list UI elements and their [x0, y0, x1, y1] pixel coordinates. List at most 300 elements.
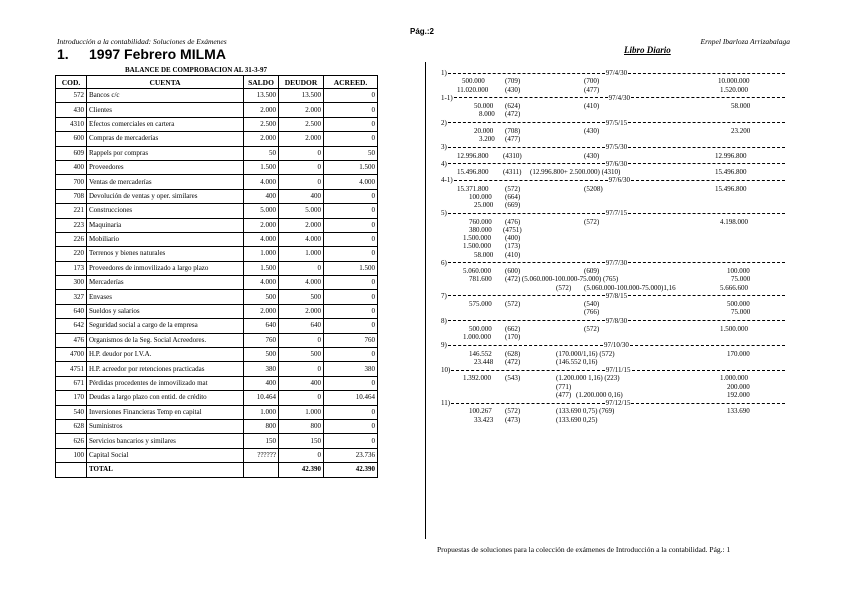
exercise-number: 1. — [57, 46, 69, 62]
entry-number: 9) — [441, 341, 447, 350]
cell-deudor: 0 — [279, 261, 324, 275]
entry-separator — [441, 399, 786, 407]
table-row — [56, 218, 378, 232]
entry-date: 97/7/30 — [605, 258, 628, 267]
cell-deudor: 2.500 — [279, 117, 324, 131]
cell-saldo: ?????? — [244, 448, 279, 462]
cell-saldo: 640 — [244, 319, 279, 333]
journal-cell: 1.392.000 — [463, 374, 491, 383]
dash-rule — [448, 262, 605, 263]
table-row — [56, 290, 378, 304]
journal-cell: (410) — [584, 102, 600, 110]
cell-deudor: 2.000 — [279, 103, 324, 117]
cell-deudor: 2.000 — [279, 218, 324, 232]
cell-acreed: 380 — [324, 362, 378, 376]
table-row — [56, 189, 378, 203]
cell-saldo: 10.464 — [244, 391, 279, 405]
cell-cod: 4751 — [56, 362, 87, 376]
cell-saldo: 13.500 — [244, 89, 279, 103]
journal-cell: (477) — [584, 85, 600, 94]
cell-acreed: 0 — [324, 276, 378, 290]
journal-line — [441, 308, 786, 316]
journal-cell: (771) — [556, 382, 572, 391]
col-header-cuenta: CUENTA — [87, 76, 244, 89]
dash-rule — [448, 345, 603, 346]
cell-cuenta: H.P. acreedor por retenciones practicadas — [87, 362, 244, 376]
entry-date: 97/5/15 — [605, 118, 628, 127]
journal-cell: (572) — [584, 217, 600, 226]
table-row — [56, 362, 378, 376]
journal-cell: 3.200 — [479, 135, 495, 143]
journal-cell: 5.666.600 — [720, 283, 748, 292]
cell-cuenta: Inversiones Financieras Temp en capital — [87, 405, 244, 419]
journal-cell: 1.000.000 — [463, 333, 491, 341]
cell-deudor: 400 — [279, 189, 324, 203]
journal-cell: 133.690 — [727, 407, 750, 416]
journal-cell: (1.200.000 1,16) (223) — [556, 374, 620, 383]
cell-saldo: 500 — [244, 290, 279, 304]
cell-cod: 430 — [56, 103, 87, 117]
entry-number: 4-1) — [441, 176, 453, 185]
journal-line — [441, 251, 786, 259]
cell-cuenta: Mobiliario — [87, 232, 244, 246]
page-label: Pág.:2 — [410, 27, 435, 36]
cell-acreed: 0 — [324, 117, 378, 131]
journal-cell: (700) — [584, 77, 600, 86]
journal-cell: 200.000 — [727, 382, 750, 391]
cell-cuenta: Mercaderías — [87, 276, 244, 290]
total-cuenta: TOTAL — [87, 463, 244, 477]
table-row — [56, 175, 378, 189]
cell-saldo: 5.000 — [244, 204, 279, 218]
cell-acreed: 0 — [324, 132, 378, 146]
journal-line — [441, 416, 786, 424]
entry-date: 97/12/15 — [605, 399, 631, 407]
table-row — [56, 434, 378, 448]
journal-cell: 23.200 — [731, 126, 751, 135]
journal-cell: 58.000 — [474, 250, 494, 259]
journal-cell: (472) — [505, 110, 521, 119]
journal-cell: 12.996.800 — [457, 151, 489, 160]
journal-cell: 75.000 — [731, 308, 751, 317]
cell-cod: 400 — [56, 160, 87, 174]
journal-cell: 5.060.000 — [463, 267, 491, 275]
journal-cell: 500.000 — [469, 324, 492, 333]
entry-number: 3) — [441, 143, 447, 152]
cell-cuenta: Ventas de mercaderías — [87, 175, 244, 189]
journal-cell: 1.500.000 — [720, 324, 748, 333]
entry-number: 6) — [441, 258, 447, 267]
cell-deudor: 4.000 — [279, 276, 324, 290]
column-divider — [425, 62, 426, 539]
table-row — [56, 232, 378, 246]
cell-saldo: 760 — [244, 333, 279, 347]
journal-cell: 12.996.800 — [715, 151, 747, 160]
cell-deudor: 4.000 — [279, 232, 324, 246]
cell-cod: 626 — [56, 434, 87, 448]
dash-rule — [628, 295, 785, 296]
dash-rule — [631, 97, 785, 98]
journal-cell: (170.000/1,16) (572) — [556, 349, 615, 358]
cell-acreed: 0 — [324, 218, 378, 232]
cell-acreed: 0 — [324, 103, 378, 117]
header-right: Ernpel Ibarloza Arrizabalaga — [700, 37, 790, 46]
cell-saldo: 1.500 — [244, 160, 279, 174]
journal-line — [441, 350, 786, 358]
table-row — [56, 247, 378, 261]
entry-number: 2) — [441, 118, 447, 127]
cell-saldo: 4.000 — [244, 276, 279, 290]
journal-cell: (664) — [505, 192, 521, 201]
cell-deudor: 2.000 — [279, 132, 324, 146]
table-row — [56, 276, 378, 290]
journal-cell: (572) — [505, 184, 521, 193]
table-row — [56, 261, 378, 275]
journal-cell: (662) — [505, 324, 521, 333]
journal-cell: 20.000 — [474, 126, 494, 135]
cell-saldo: 4.000 — [244, 175, 279, 189]
journal-line — [441, 77, 786, 85]
entry-number: 10) — [441, 366, 451, 374]
journal-cell: 1.500.000 — [463, 234, 491, 242]
cell-cuenta: Rappels por compras — [87, 146, 244, 160]
journal-cell: 15.496.800 — [715, 184, 747, 193]
entry-date: 97/4/30 — [605, 69, 628, 77]
cell-deudor: 150 — [279, 434, 324, 448]
total-cod — [56, 463, 87, 477]
cell-deudor: 0 — [279, 333, 324, 347]
header-left: Introducción a la contabilidad: Soluciones de Exámenes — [57, 37, 227, 46]
entry-date: 97/6/30 — [605, 159, 628, 168]
balance-title: BALANCE DE COMPROBACION AL 31-3-97 — [125, 66, 267, 74]
journal-cell: 192.000 — [727, 390, 750, 399]
journal-line — [441, 374, 786, 382]
cell-deudor: 500 — [279, 290, 324, 304]
cell-saldo: 50 — [244, 146, 279, 160]
cell-cod: 4700 — [56, 348, 87, 362]
cell-deudor: 500 — [279, 348, 324, 362]
entry-number: 11) — [441, 399, 451, 407]
cell-cuenta: Clientes — [87, 103, 244, 117]
libro-diario-heading: Libro Diario — [624, 45, 671, 55]
journal-cell: (410) — [505, 250, 521, 259]
dash-rule — [628, 262, 785, 263]
journal-line — [441, 242, 786, 250]
cell-acreed: 4.000 — [324, 175, 378, 189]
cell-saldo: 1.000 — [244, 247, 279, 261]
balance-table — [55, 75, 378, 478]
journal-cell: 170.000 — [727, 349, 750, 358]
entry-number: 7) — [441, 291, 447, 300]
cell-saldo: 2.500 — [244, 117, 279, 131]
cell-deudor: 5.000 — [279, 204, 324, 218]
entry-separator — [441, 292, 786, 300]
table-row — [56, 448, 378, 462]
dash-rule — [631, 403, 785, 404]
cell-acreed: 0 — [324, 434, 378, 448]
cell-cod: 327 — [56, 290, 87, 304]
cell-cod: 223 — [56, 218, 87, 232]
cell-cuenta: Seguridad social a cargo de la empresa — [87, 319, 244, 333]
journal-line — [441, 152, 786, 160]
dash-rule — [448, 320, 605, 321]
cell-cuenta: Deudas a largo plazo con entid. de crédito — [87, 391, 244, 405]
journal-cell: 10.000.000 — [718, 77, 750, 86]
journal-line — [441, 234, 786, 242]
entry-separator — [441, 176, 786, 184]
entry-number: 4) — [441, 159, 447, 168]
cell-cuenta: Proveedores de inmovilizado a largo plazo — [87, 261, 244, 275]
cell-saldo: 800 — [244, 419, 279, 433]
entry-separator — [441, 119, 786, 127]
journal-cell: (400) — [505, 234, 521, 242]
cell-cod: 226 — [56, 232, 87, 246]
journal-cell: 781.600 — [469, 275, 492, 284]
cell-cod: 708 — [56, 189, 87, 203]
cell-acreed: 0 — [324, 290, 378, 304]
dash-rule — [628, 73, 785, 74]
entry-separator — [441, 341, 786, 349]
journal-line — [441, 218, 786, 226]
journal-cell: (476) — [505, 217, 521, 226]
dash-rule — [631, 180, 785, 181]
cell-cod: 640 — [56, 304, 87, 318]
journal-cell: (430) — [505, 85, 521, 94]
cell-acreed: 1.500 — [324, 160, 378, 174]
cell-saldo: 2.000 — [244, 218, 279, 232]
journal-cell: (4310) — [503, 151, 522, 160]
journal-cell: (572) — [505, 300, 521, 308]
cell-deudor: 400 — [279, 376, 324, 390]
cell-deudor: 2.000 — [279, 304, 324, 318]
entry-date: 97/7/15 — [605, 209, 628, 218]
journal-cell: (146.552 0,16) — [556, 357, 598, 366]
journal-cell: (430) — [584, 151, 600, 160]
entry-date: 97/6/30 — [608, 176, 631, 185]
journal-cell: (472) — [505, 357, 521, 366]
cell-cod: 600 — [56, 132, 87, 146]
cell-deudor: 0 — [279, 362, 324, 376]
journal-cell: (1.200.000 0,16) — [576, 390, 623, 399]
journal-cell: (133.690 0,75) (769) — [556, 407, 615, 416]
cell-cuenta: H.P. deudor por I.V.A. — [87, 348, 244, 362]
journal-cell: 100.267 — [469, 407, 492, 416]
table-row — [56, 89, 378, 103]
dash-rule — [628, 122, 785, 123]
table-row — [56, 319, 378, 333]
journal-cell: (543) — [505, 374, 521, 383]
total-deudor: 42.390 — [279, 463, 324, 477]
entry-number: 5) — [441, 209, 447, 218]
journal-cell: (766) — [584, 308, 600, 317]
table-row — [56, 348, 378, 362]
cell-saldo: 400 — [244, 189, 279, 203]
cell-cod: 642 — [56, 319, 87, 333]
cell-acreed: 0 — [324, 376, 378, 390]
journal-cell: (708) — [505, 126, 521, 135]
entry-separator — [441, 160, 786, 168]
entry-number: 8) — [441, 316, 447, 325]
entry-date: 97/8/30 — [605, 316, 628, 325]
total-row — [56, 463, 378, 477]
exercise-title-text: 1997 Febrero MILMA — [89, 46, 226, 62]
cell-cuenta: Sueldos y salarios — [87, 304, 244, 318]
journal-line — [441, 168, 786, 176]
cell-deudor: 640 — [279, 319, 324, 333]
cell-cod: 628 — [56, 419, 87, 433]
cell-acreed: 0 — [324, 204, 378, 218]
cell-deudor: 0 — [279, 160, 324, 174]
journal-cell: 58.000 — [731, 102, 751, 110]
table-row — [56, 204, 378, 218]
journal-line — [441, 110, 786, 118]
cell-cod: 609 — [56, 146, 87, 160]
entry-separator — [441, 209, 786, 217]
journal-line — [441, 185, 786, 193]
cell-cod: 540 — [56, 405, 87, 419]
entry-separator — [441, 143, 786, 151]
entry-date: 97/5/30 — [605, 143, 628, 152]
cell-saldo: 400 — [244, 376, 279, 390]
journal-cell: (572) — [584, 324, 600, 333]
exercise-title — [57, 46, 226, 62]
cell-saldo: 1.000 — [244, 405, 279, 419]
entry-separator — [441, 94, 786, 102]
cell-cuenta: Devolución de ventas y oper. similares — [87, 189, 244, 203]
journal-cell: 1.520.000 — [720, 85, 748, 94]
journal-cell: 33.423 — [474, 415, 494, 424]
dash-rule — [628, 163, 785, 164]
cell-cod: 671 — [56, 376, 87, 390]
journal-cell: 75.000 — [731, 275, 751, 284]
cell-saldo: 2.000 — [244, 132, 279, 146]
journal-cell: 500.000 — [727, 300, 750, 308]
journal-line — [441, 102, 786, 110]
dash-rule — [630, 345, 785, 346]
cell-cod: 476 — [56, 333, 87, 347]
cell-cuenta: Maquinaria — [87, 218, 244, 232]
cell-acreed: 50 — [324, 146, 378, 160]
dash-rule — [454, 97, 608, 98]
journal-cell: 380.000 — [469, 225, 492, 234]
journal-cell: (4311) — [503, 168, 522, 176]
entry-separator — [441, 259, 786, 267]
journal-cell: (572) — [505, 407, 521, 416]
cell-acreed: 0 — [324, 304, 378, 318]
journal-cell: 100.000 — [727, 267, 750, 275]
cell-cuenta: Servicios bancarios y similares — [87, 434, 244, 448]
journal-line — [441, 383, 786, 391]
table-row — [56, 391, 378, 405]
journal-line — [441, 127, 786, 135]
journal-line — [441, 275, 786, 283]
journal-cell: 8.000 — [479, 110, 495, 119]
cell-cod: 100 — [56, 448, 87, 462]
table-row — [56, 146, 378, 160]
journal-line — [441, 300, 786, 308]
journal-line — [441, 325, 786, 333]
cell-cod: 220 — [56, 247, 87, 261]
cell-cod: 300 — [56, 276, 87, 290]
cell-cod: 173 — [56, 261, 87, 275]
cell-cuenta: Construcciones — [87, 204, 244, 218]
footer-text: Propuestas de soluciones para la colección de exámenes de Introducción a la contabilidad. Pág.: 1 — [437, 545, 731, 554]
cell-acreed: 0 — [324, 89, 378, 103]
cell-cuenta: Suministros — [87, 419, 244, 433]
cell-cuenta: Bancos c/c — [87, 89, 244, 103]
cell-deudor: 0 — [279, 391, 324, 405]
dash-rule — [448, 73, 605, 74]
table-row — [56, 376, 378, 390]
cell-acreed: 0 — [324, 348, 378, 362]
journal-cell: (170) — [505, 333, 521, 341]
table-row — [56, 160, 378, 174]
journal-line — [441, 333, 786, 341]
cell-acreed: 0 — [324, 189, 378, 203]
journal-cell: (473) — [505, 415, 521, 424]
journal-line — [441, 358, 786, 366]
journal-cell: (173) — [505, 242, 521, 251]
dash-rule — [628, 213, 785, 214]
cell-acreed: 0 — [324, 247, 378, 261]
cell-acreed: 0 — [324, 232, 378, 246]
table-row — [56, 117, 378, 131]
cell-cuenta: Capital Social — [87, 448, 244, 462]
table-row — [56, 405, 378, 419]
journal-cell: (12.996.800+ 2.500.000) (4310) — [530, 168, 621, 176]
cell-cod: 221 — [56, 204, 87, 218]
entry-separator — [441, 69, 786, 77]
journal-line — [441, 284, 786, 292]
dash-rule — [451, 403, 605, 404]
cell-saldo: 1.500 — [244, 261, 279, 275]
journal-line — [441, 193, 786, 201]
journal-cell: (133.690 0,25) — [556, 415, 598, 424]
cell-cuenta: Pérdidas procedentes de inmovilizado mat — [87, 376, 244, 390]
journal-cell: (709) — [505, 77, 521, 86]
journal-cell: (609) — [584, 267, 600, 275]
cell-cod: 170 — [56, 391, 87, 405]
cell-acreed: 760 — [324, 333, 378, 347]
table-row — [56, 132, 378, 146]
cell-cod: 700 — [56, 175, 87, 189]
cell-cod: 4310 — [56, 117, 87, 131]
journal-entries — [441, 69, 786, 424]
entry-date: 97/10/30 — [603, 341, 629, 350]
cell-cod: 572 — [56, 89, 87, 103]
journal-cell: (472) (5.060.000-100.000-75.000) (765) — [505, 275, 619, 284]
cell-cuenta: Envases — [87, 290, 244, 304]
journal-cell: (477) — [505, 135, 521, 143]
dash-rule — [448, 122, 605, 123]
journal-cell: 15.371.800 — [457, 184, 489, 193]
cell-acreed: 0 — [324, 405, 378, 419]
cell-acreed: 23.736 — [324, 448, 378, 462]
cell-acreed: 1.500 — [324, 261, 378, 275]
cell-saldo: 150 — [244, 434, 279, 448]
journal-cell: (477) — [556, 390, 572, 399]
journal-cell: 50.000 — [474, 102, 494, 110]
entry-separator — [441, 366, 786, 374]
cell-deudor: 0 — [279, 146, 324, 160]
journal-line — [441, 86, 786, 94]
journal-line — [441, 226, 786, 234]
dash-rule — [628, 320, 785, 321]
dash-rule — [448, 213, 605, 214]
table-row — [56, 103, 378, 117]
cell-cuenta: Organismos de la Seg. Social Acreedores. — [87, 333, 244, 347]
cell-deudor: 13.500 — [279, 89, 324, 103]
